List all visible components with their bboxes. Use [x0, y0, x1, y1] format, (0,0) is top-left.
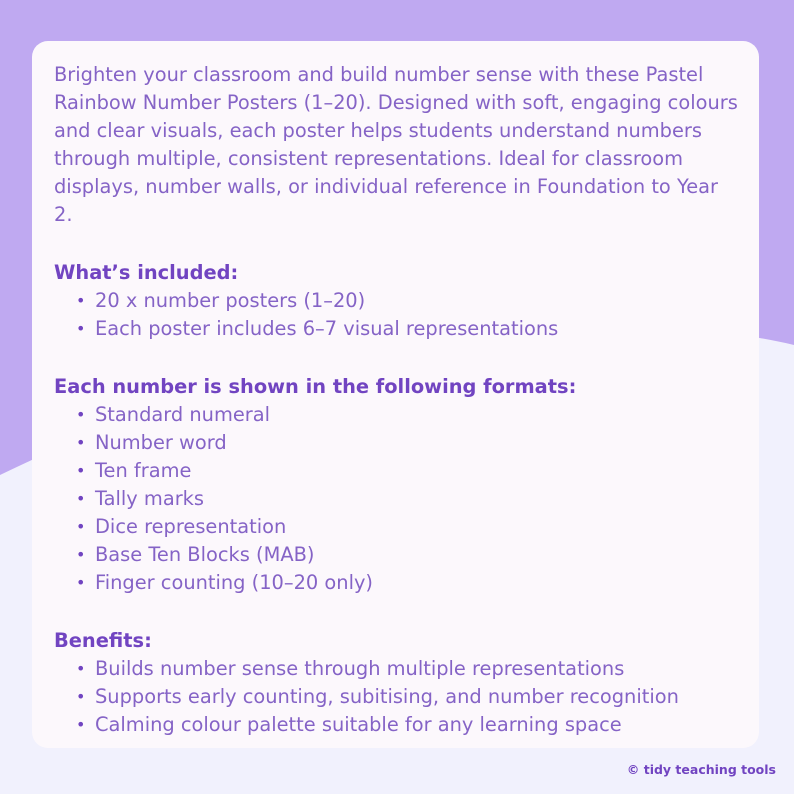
list-item: • Calming colour palette suitable for any learning space: [54, 711, 739, 739]
benefits-section: [54, 627, 739, 739]
list-item: • 20 x number posters (1–20): [54, 287, 739, 315]
bullet-icon: •: [76, 405, 86, 424]
list-item: • Standard numeral: [54, 401, 739, 429]
description-card: [32, 41, 759, 748]
included-heading: What’s included:: [54, 261, 239, 284]
included-list: [54, 287, 739, 343]
intro-paragraph: Brighten your classroom and build number sense with these Pastel Rainbow Number Posters (1–20). Designed with soft, engaging colours and clear visuals, each poster helps students understand numbers through multiple, consistent representations. Ideal for classroom displays, number walls, or individual reference in Foundation to Year 2.: [54, 63, 738, 226]
list-item: • Finger counting (10–20 only): [54, 569, 739, 597]
benefits-heading: Benefits:: [54, 629, 152, 652]
benefits-list: [54, 655, 739, 739]
list-item: • Dice representation: [54, 513, 739, 541]
bullet-icon: •: [76, 291, 86, 310]
bullet-icon: •: [76, 659, 86, 678]
list-item: • Number word: [54, 429, 739, 457]
list-item: • Supports early counting, subitising, and number recognition: [54, 683, 739, 711]
bullet-icon: •: [76, 517, 86, 536]
bullet-icon: •: [76, 687, 86, 706]
list-item: • Base Ten Blocks (MAB): [54, 541, 739, 569]
copyright-footer: © tidy teaching tools: [626, 762, 776, 777]
bullet-icon: •: [76, 461, 86, 480]
formats-section: [54, 373, 739, 597]
formats-heading: Each number is shown in the following formats:: [54, 375, 577, 398]
list-item: • Builds number sense through multiple representations: [54, 655, 739, 683]
bullet-icon: •: [76, 715, 86, 734]
bullet-icon: •: [76, 573, 86, 592]
bullet-icon: •: [76, 489, 86, 508]
list-item: • Ten frame: [54, 457, 739, 485]
included-section: [54, 259, 739, 343]
list-item: • Each poster includes 6–7 visual representations: [54, 315, 739, 343]
list-item: • Tally marks: [54, 485, 739, 513]
bullet-icon: •: [76, 433, 86, 452]
bullet-icon: •: [76, 319, 86, 338]
formats-list: [54, 401, 739, 597]
bullet-icon: •: [76, 545, 86, 564]
